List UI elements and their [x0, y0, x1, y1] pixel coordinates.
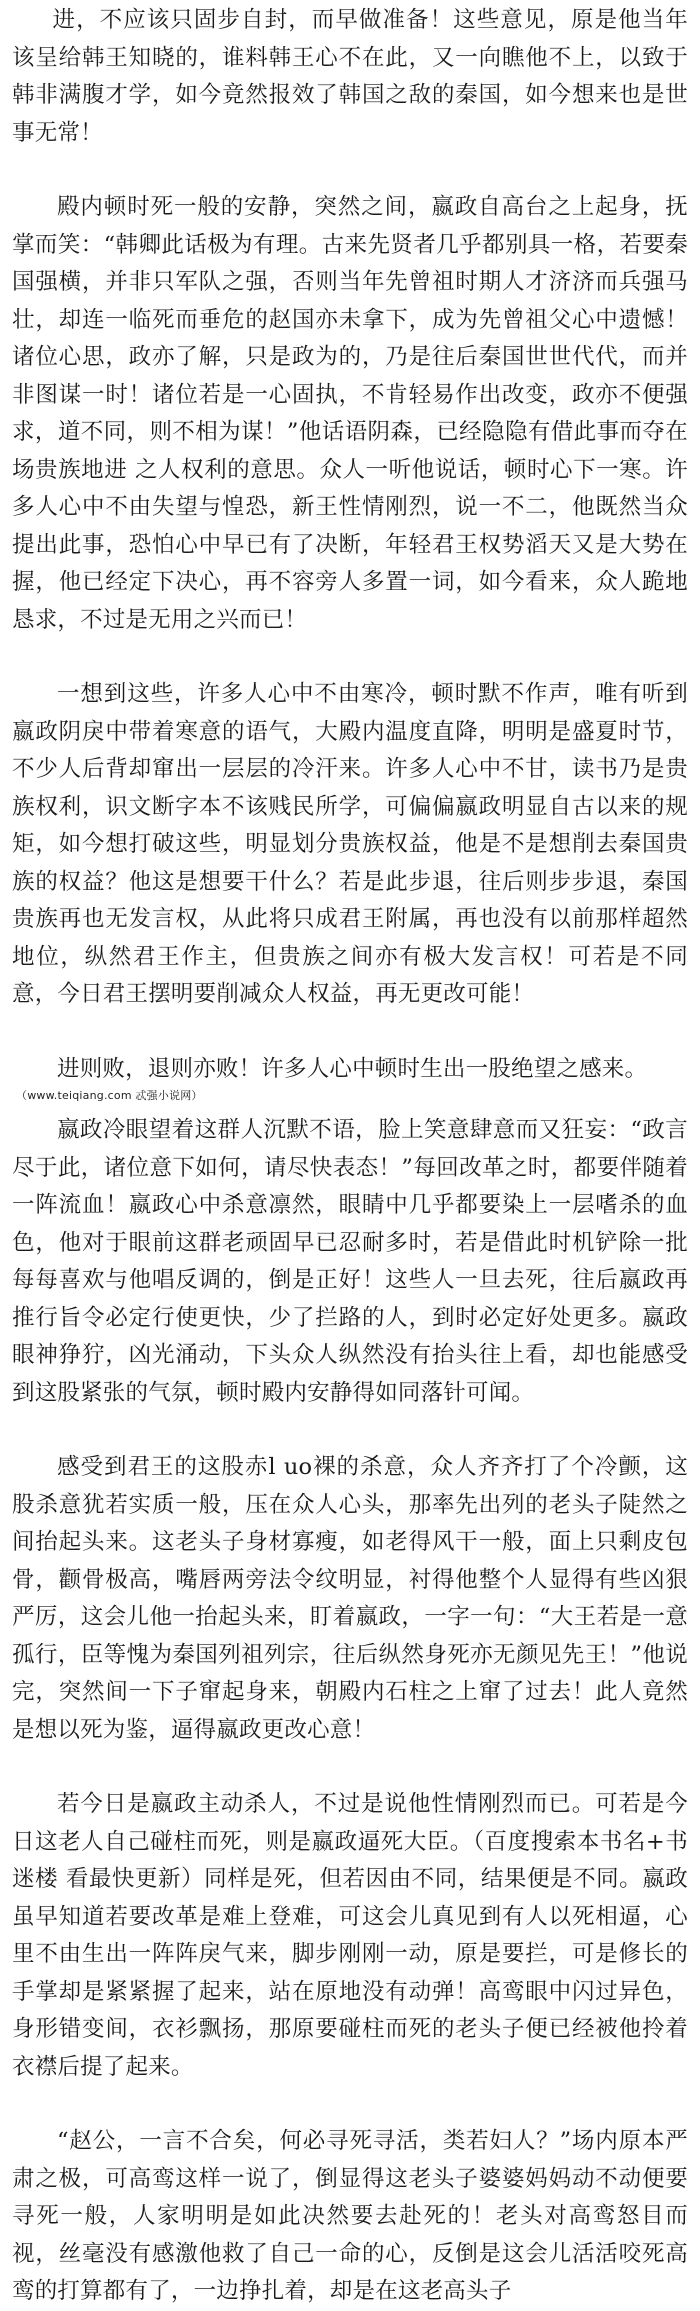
- paragraph-1: 进，不应该只固步自封，而早做准备！这些意见，原是他当年该呈给韩王知晓的，谁料韩王心不在此，又一向瞧他不上，以致于韩非满腹才学，如今竟然报效了韩国之敌的秦国，如今想来也是世事无常！: [12, 7, 688, 146]
- paragraph-gap: [12, 1014, 688, 1051]
- paragraph-6: 感受到君王的这股赤l uo裸的杀意，众人齐齐打了个冷颤，这股杀意犹若实质一般，压在众人心头，那率先出列的老头子陡然之间抬起头来。这老头子身材寡瘦，如老得风干一般，面上只剩皮包骨，颧骨极高，嘴唇两旁法令纹明显，衬得他整个人显得有些凶狠严厉，这会儿他一抬起头来，盯着嬴政，一字一句：“大王若是一意孤行，臣等愧为秦国列祖列宗，往后纵然身死亦无颜见先王！”他说完，突然间一下子窜起身来，朝殿内石柱之上窜了过去！此人竟然是想以死为鉴，逼得嬴政更改心意！: [12, 1454, 688, 1743]
- paragraph-3: 一想到这些，许多人心中不由寒冷，顿时默不作声，唯有听到嬴政阴戾中带着寒意的语气，大殿内温度直降，明明是盛夏时节，不少人后背却窜出一层层的冷汗来。许多人心中不甘，读书乃是贵族权利，识文断字本不该贱民所学，可偏偏嬴政明显自古以来的规矩，如今想打破这些，明显划分贵族权益，他是不是想削去秦国贵族的权益？他这是想要干什么？若是此步退，往后则步步退，秦国贵族再也无发言权，从此将只成君王附属，再也没有以前那样超然地位，纵然君王作主，但贵族之间亦有极大发言权！可若是不同意，今日君王摆明要削减众人权益，再无更改可能！: [12, 681, 688, 1007]
- paragraph-8: “赵公，一言不合矣，何必寻死寻活，类若妇人？”场内原本严肃之极，可高鸾这样一说了，倒显得这老头子婆婆妈妈动不动便要寻死一般，人家明明是如此决然要去赴死的！老头对高鸾怒目而视，丝毫没有感激他救了自己一命的心，反倒是这会儿活活咬死高鸾的打算都有了，一边挣扎着，却是在这老高头子: [12, 2128, 688, 2304]
- paragraph-gap: [12, 639, 688, 676]
- paragraph-4: 进则败，退则亦败！许多人心中顿时生出一股绝望之感来。: [57, 1055, 648, 1082]
- paragraph-5: 嬴政冷眼望着这群人沉默不语，脸上笑意肆意而又狂妄：“政言尽于此，诸位意下如何，请尽快表态！”每回改革之时，都要伴随着一阵流血！嬴政心中杀意凛然，眼睛中几乎都要染上一层嗜杀的血色，他对于眼前这群老顽固早已忍耐多时，若是借此时机铲除一批每每喜欢与他唱反调的，倒是正好！这些人一旦去死，往后嬴政再推行旨令必定行使更快，少了拦路的人，到时必定好处更多。嬴政眼神狰狞，凶光涌动，下头众人纵然没有抬头往上看，却也能感受到这股紧张的气氛，顿时殿内安静得如同落针可闻。: [12, 1117, 688, 1406]
- paragraph-7: 若今日是嬴政主动杀人，不过是说他性情刚烈而已。可若是今日这老人自己碰柱而死，则是嬴政逼死大臣。（百度搜索本书名+书迷楼 看最快更新）同样是死，但若因由不同，结果便是不同。嬴政虽早知道若要改革是难上登难，可这会儿真见到有人以死相逼，心里不由生出一阵阵戾气来，脚步刚刚一动，原是要拦，可是修长的手掌却是紧紧握了起来，站在原地没有动弹！高鸾眼中闪过异色，身形错变间，衣衫飘扬，那原要碰柱而死的老头子便已经被他拎着衣襟后提了起来。: [12, 1791, 688, 2080]
- paragraph-gap: [12, 1412, 688, 1449]
- site-watermark: （www.teiqiang.com 忒强小说网）: [16, 1089, 203, 1102]
- paragraph-gap: [12, 1749, 688, 1786]
- paragraph-2: 殿内顿时死一般的安静，突然之间，嬴政自高台之上起身，抚掌而笑：“韩卿此话极为有理。古来先贤者几乎都别具一格，若要秦国强横，并非只军队之强，否则当年先曾祖时期人才济济而兵强马壮，却连一临死而垂危的赵国亦未拿下，成为先曾祖父心中遗憾！诸位心思，政亦了解，只是政为的，乃是往后秦国世世代代，而并非图谋一时！诸位若是一心固执，不肯轻易作出改变，政亦不便强求，道不同，则不相为谋！”他话语阴森，已经隐隐有借此事而夺在场贵族地进 之人权利的意思。众人一听他说话，顿时心下一寒。许多人心中不由失望与惶恐，新王性情刚烈，说一不二，他既然当众提出此事，恐怕心中早已有了决断，年轻君王权势滔天又是大势在握，他已经定下决心，再不容旁人多置一词，如今看来，众人跪地恳求，不过是无用之兴而已！: [12, 194, 688, 633]
- paragraph-gap: [12, 152, 688, 189]
- paragraph-gap: [12, 2086, 688, 2123]
